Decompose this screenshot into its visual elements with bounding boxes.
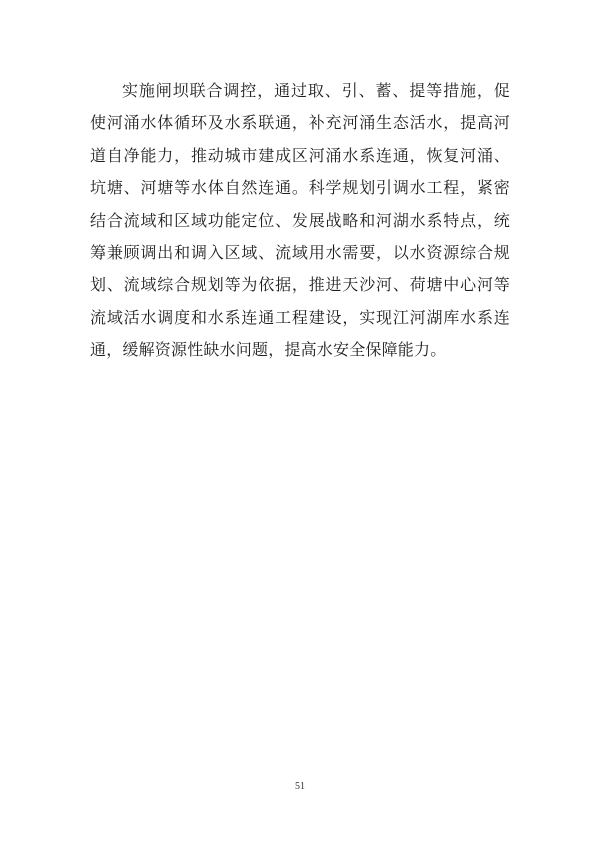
- page-number: 51: [295, 781, 305, 792]
- body-paragraph: 实施闸坝联合调控，通过取、引、蓄、提等措施，促使河涌水体循环及水系联通，补充河涌生态活水，提高河道自净能力，推动城市建成区河涌水系连通，恢复河涌、坑塘、河塘等水体自然连通。科学规划引调水工程，紧密结合流域和区域功能定位、发展战略和河湖水系特点，统筹兼顾调出和调入区域、流域用水需要，以水资源综合规划、流域综合规划等为依据，推进天沙河、荷塘中心河等流域活水调度和水系连通工程建设，实现江河湖库水系连通，缓解资源性缺水问题，提高水安全保障能力。: [90, 83, 510, 360]
